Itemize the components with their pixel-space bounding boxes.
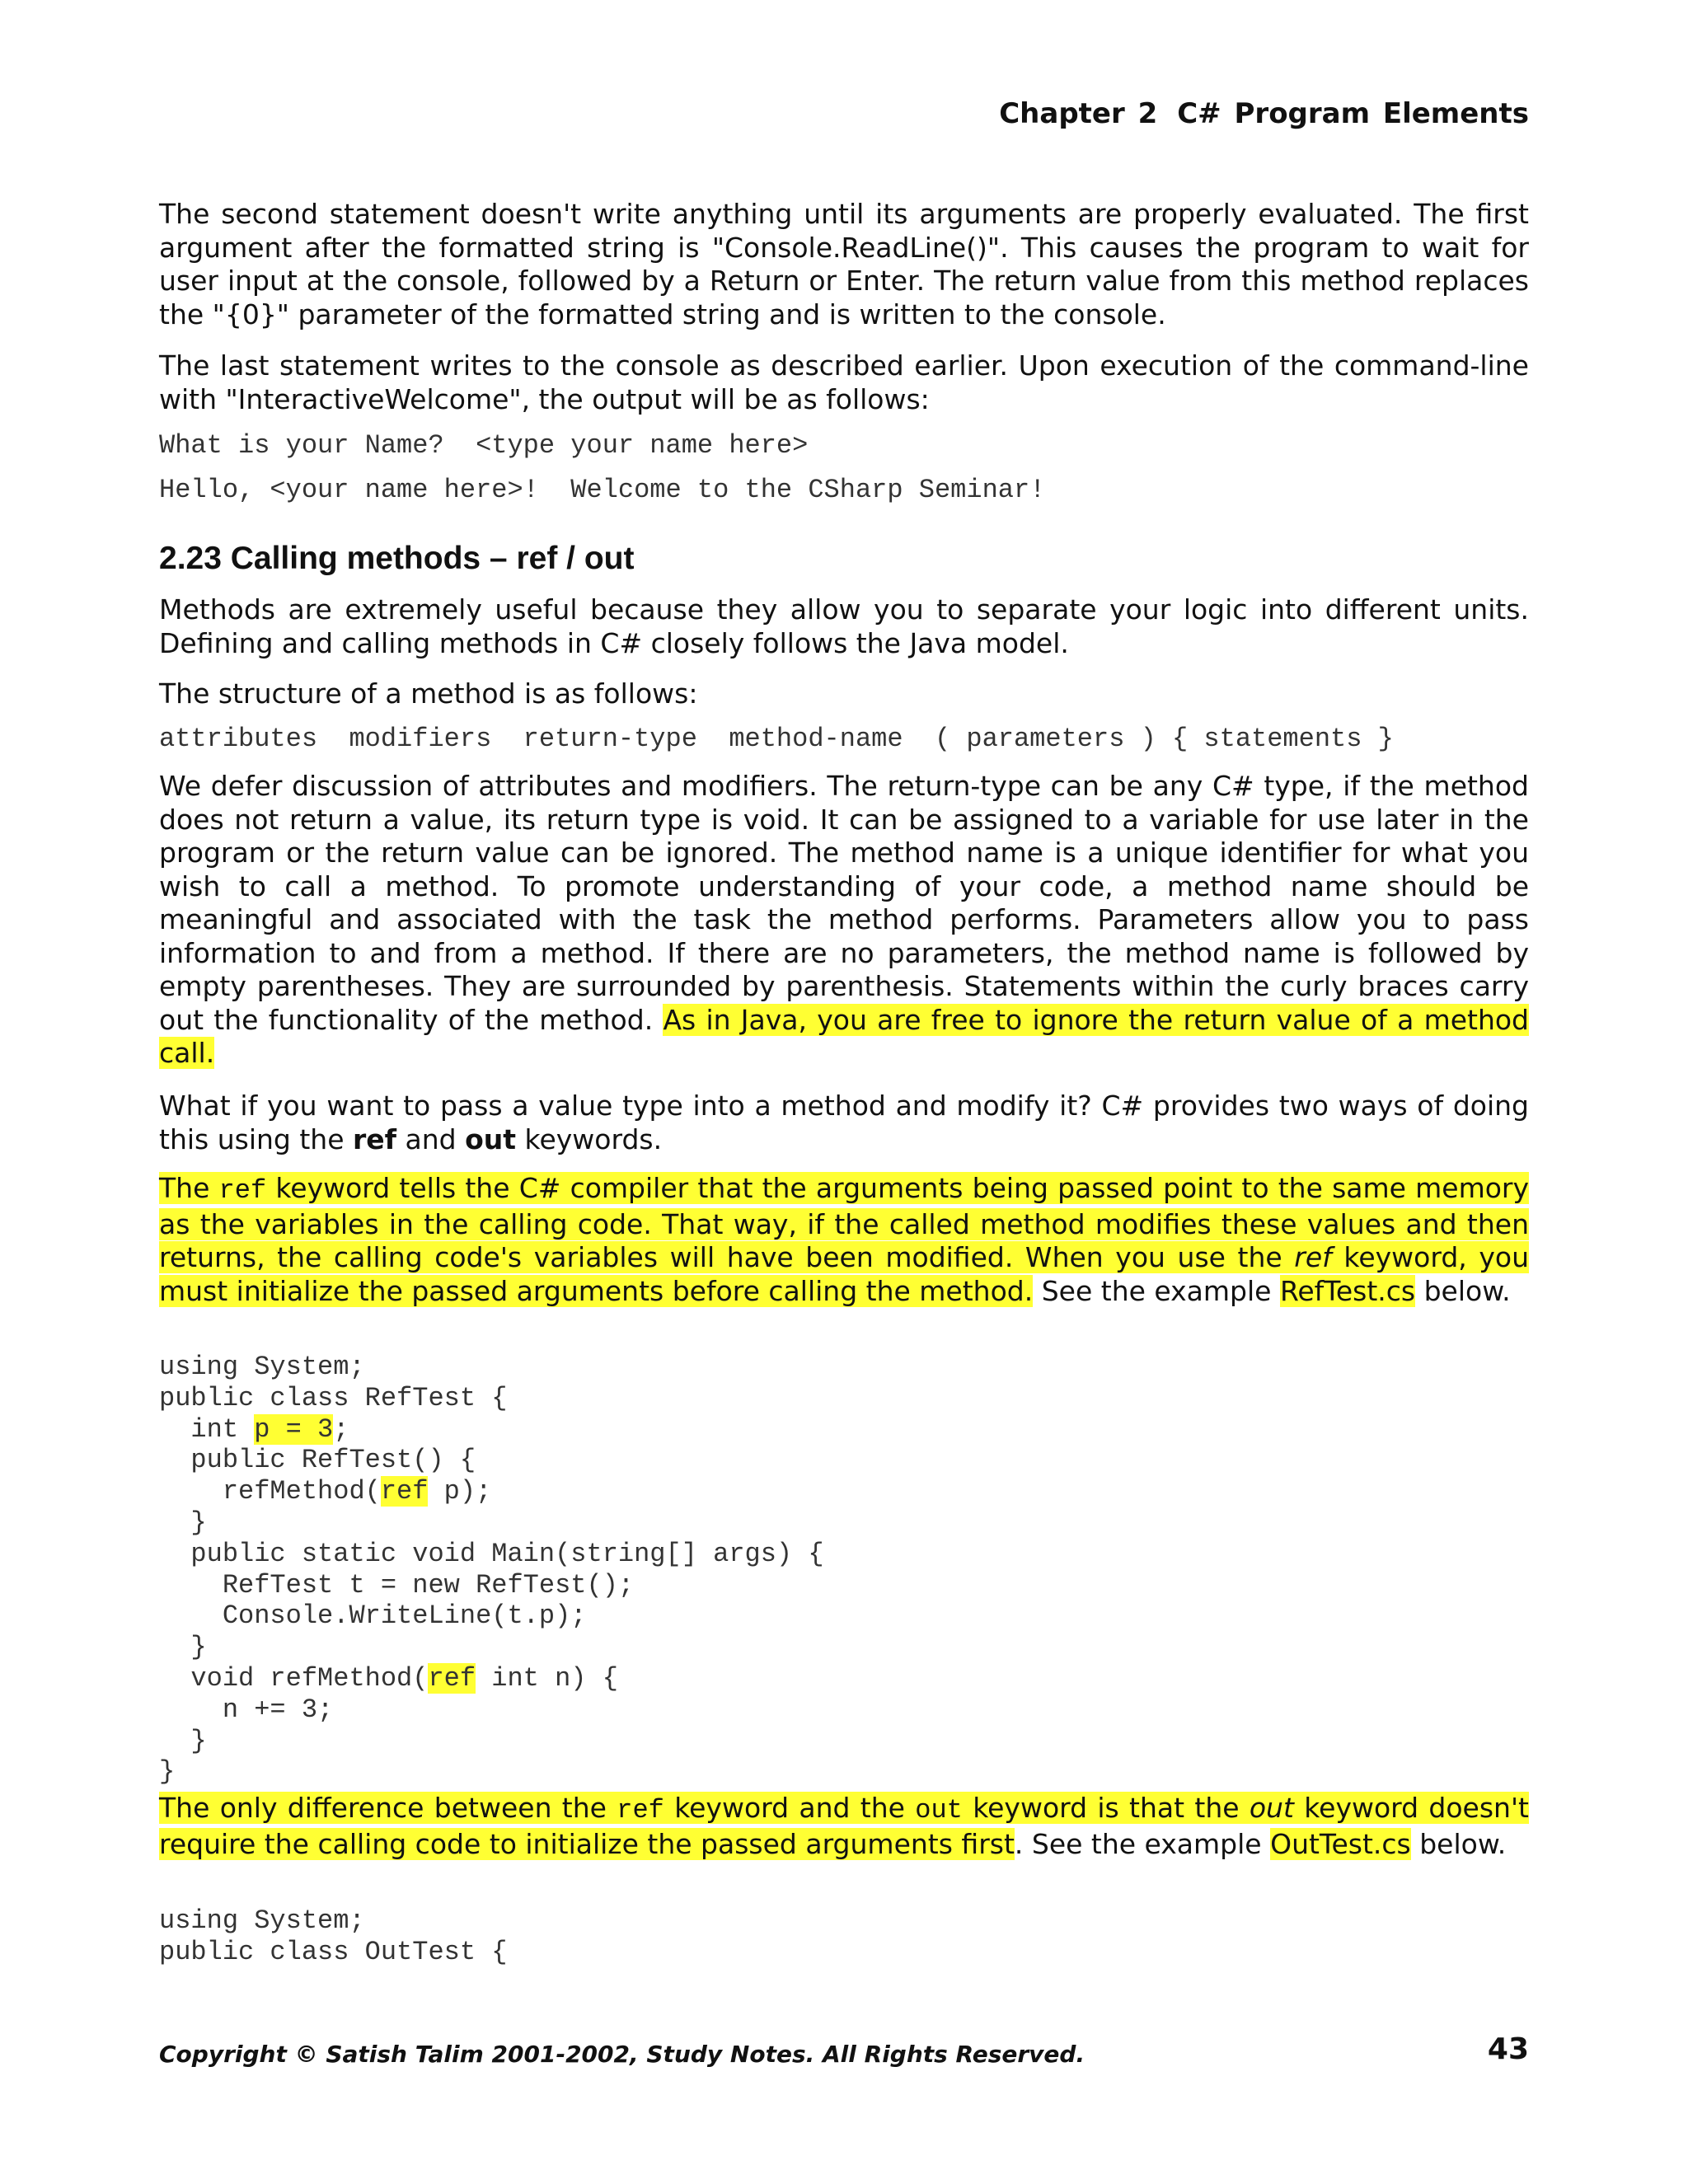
copyright-footer: Copyright © Satish Talim 2001-2002, Study Notes. All Rights Reserved. xyxy=(159,2041,1085,2068)
code-line: public class RefTest { xyxy=(159,1382,508,1413)
code-line: } xyxy=(159,1725,207,1756)
code-line: public static void Main(string[] args) { xyxy=(159,1538,824,1569)
outtest-code-block xyxy=(159,1905,1529,1968)
out-keyword-italic: out xyxy=(1249,1792,1294,1824)
chapter-title: C# Program Elements xyxy=(1177,97,1529,130)
ref-keyword-italic: ref xyxy=(1294,1241,1332,1273)
section-paragraph-1-block xyxy=(159,593,1529,660)
intro-paragraph-2-block xyxy=(159,349,1529,416)
section-paragraph-3 xyxy=(159,770,1529,1071)
code-line: refMethod( xyxy=(159,1476,381,1507)
paragraph-4-text-c: keywords. xyxy=(516,1122,663,1155)
reftest-code-block xyxy=(159,1352,1529,1788)
code-line: } xyxy=(159,1632,207,1663)
paragraph-5-text-e: below. xyxy=(1415,1274,1511,1307)
code-highlight: p = 3 xyxy=(254,1413,334,1445)
paragraph-5-text-d: See the example xyxy=(1033,1274,1280,1307)
outtest-filename: OutTest.cs xyxy=(1270,1827,1411,1860)
section-heading-block xyxy=(159,541,1529,577)
code-line: int xyxy=(159,1413,255,1445)
console-output-line-1: What is your Name? <type your name here> xyxy=(159,430,809,461)
paragraph-6-text-c: keyword is that the xyxy=(962,1792,1250,1824)
outtest-code xyxy=(159,1905,1529,1968)
code-line: n += 3; xyxy=(159,1694,334,1725)
reftest-code xyxy=(159,1352,1529,1788)
code-line: } xyxy=(159,1756,176,1788)
reftest-filename: RefTest.cs xyxy=(1279,1274,1416,1307)
section-paragraph-5 xyxy=(159,1172,1529,1308)
section-heading: 2.23 Calling methods – ref / out xyxy=(159,541,635,576)
section-paragraph-5-block xyxy=(159,1172,1529,1308)
paragraph-6-text-b: keyword and the xyxy=(663,1792,916,1824)
paragraph-4-text-b: and xyxy=(396,1122,466,1155)
code-line: ; xyxy=(333,1413,349,1445)
paragraph-3-text: We defer discussion of attributes and modifiers. The return-type can be any C# type, if the method does not return a value, its return type is void. It can be assigned to a variable for use later in the program or the return value can be ignored. The method name is a unique identifier for what you wish to call a method. To promote understanding of your code, a method name should be meaningful and associated with the task the method performs. Parameters allow you to pass information to and from a method. If there are no parameters, the method name is followed by empty parentheses. They are surrounded by parenthesis. Statements within the curly braces carry out the functionality of the method. xyxy=(159,770,1529,1036)
running-header xyxy=(999,97,1529,130)
out-keyword-bold: out xyxy=(465,1122,517,1155)
paragraph-6-text-f: below. xyxy=(1410,1827,1507,1860)
code-line: using System; xyxy=(159,1352,365,1382)
code-line: } xyxy=(159,1507,207,1538)
intro-paragraph-1: The second statement doesn't write anything until its arguments are properly evaluated. The first argument after the formatted string is "Console.ReadLine()". This causes the program to wait for user input at the console, followed by a Return or Enter. The return value from this method replaces the "{0}" parameter of the formatted string and is written to the console. xyxy=(159,198,1529,330)
ref-keyword-code: ref xyxy=(617,1795,664,1825)
code-line: using System; xyxy=(159,1905,365,1936)
paragraph-5-text-b: keyword tells the C# compiler that the arguments being passed point to the same memory as the variables in the calling code. That way, if the called method modifies these values and then returns, the calling code's variables will have been modified. When you use the xyxy=(159,1172,1529,1273)
console-output-line-2: Hello, <your name here>! Welcome to the CSharp Seminar! xyxy=(159,475,1046,505)
code-line: public RefTest() { xyxy=(159,1445,476,1476)
intro-paragraph-2: The last statement writes to the console as described earlier. Upon execution of the command-line with "InteractiveWelcome", the output will be as follows: xyxy=(159,349,1529,415)
section-paragraph-6-block xyxy=(159,1792,1529,1861)
code-line: void refMethod( xyxy=(159,1662,429,1694)
method-signature: attributes modifiers return-type method-name ( parameters ) { statements } xyxy=(159,724,1394,754)
paragraph-6-text-d: keyword doesn't require the calling code to initialize the passed arguments first xyxy=(159,1792,1529,1860)
code-line: int n) { xyxy=(476,1662,618,1694)
code-line: p); xyxy=(428,1476,492,1507)
paragraph-6-text-e: . See the example xyxy=(1014,1827,1271,1860)
code-highlight: ref xyxy=(380,1476,429,1507)
chapter-label: Chapter 2 xyxy=(999,97,1158,130)
section-paragraph-6 xyxy=(159,1792,1529,1861)
paragraph-5-text-c: keyword, you must initialize the passed arguments before calling the method. xyxy=(159,1241,1529,1307)
ref-keyword-bold: ref xyxy=(352,1122,396,1155)
paragraph-3-highlight: As in Java, you are free to ignore the return value of a method call. xyxy=(159,1003,1530,1069)
code-highlight: ref xyxy=(428,1662,476,1694)
section-paragraph-2-block xyxy=(159,677,1529,711)
console-output-2-block xyxy=(159,475,1529,505)
section-paragraph-4-block xyxy=(159,1090,1529,1156)
paragraph-6-text-a: The only difference between the xyxy=(159,1792,617,1824)
page-number: 43 xyxy=(1487,2032,1529,2066)
code-line: Console.WriteLine(t.p); xyxy=(159,1601,587,1632)
out-keyword-code: out xyxy=(915,1795,963,1825)
method-signature-block xyxy=(159,724,1529,754)
paragraph-4-text-a: What if you want to pass a value type into a method and modify it? C# provides two ways of doing this using the xyxy=(159,1090,1529,1155)
ref-keyword-code: ref xyxy=(218,1175,267,1206)
code-line: RefTest t = new RefTest(); xyxy=(159,1569,635,1601)
intro-paragraph-1-block xyxy=(159,198,1529,331)
code-line: public class OutTest { xyxy=(159,1936,508,1967)
section-paragraph-2: The structure of a method is as follows: xyxy=(159,677,698,710)
console-output-1-block xyxy=(159,430,1529,461)
section-paragraph-4 xyxy=(159,1090,1529,1156)
section-paragraph-1: Methods are extremely useful because they allow you to separate your logic into different units. Defining and calling methods in C# closely follows the Java model. xyxy=(159,593,1529,659)
paragraph-5-text-a: The xyxy=(159,1172,219,1204)
section-paragraph-3-block xyxy=(159,770,1529,1071)
